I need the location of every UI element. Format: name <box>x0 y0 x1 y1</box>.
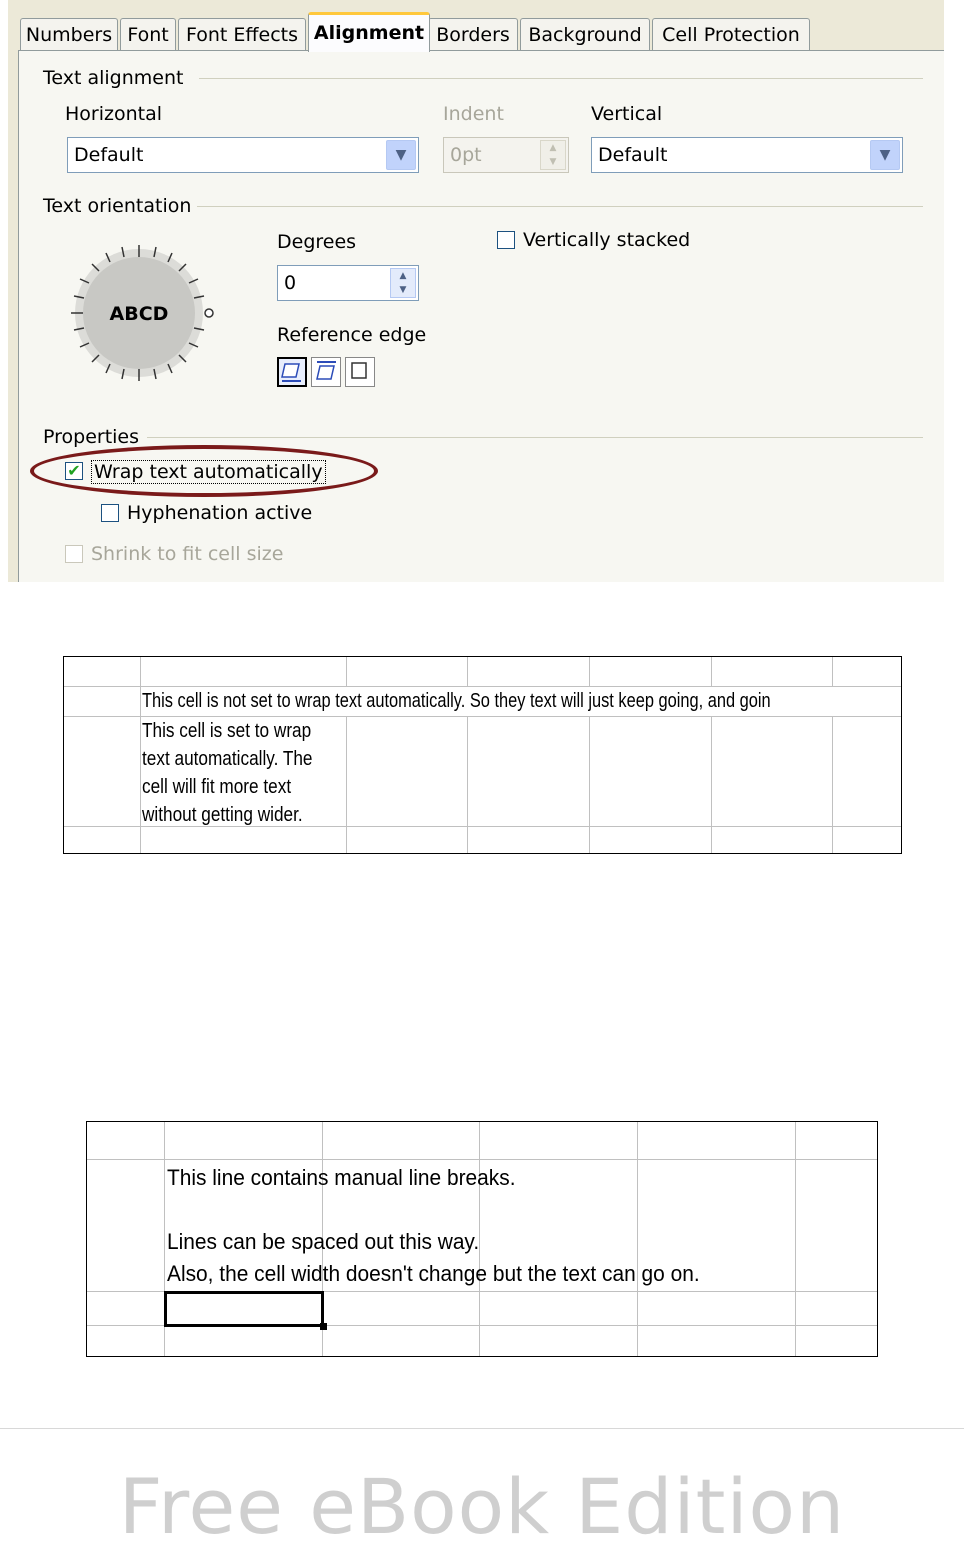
wrapped-line: cell will fit more text <box>142 776 292 798</box>
text-line: Also, the cell width doesn't change but the text can go on. <box>167 1261 700 1286</box>
spin-arrows-icon[interactable]: ▲ ▼ <box>390 268 416 298</box>
wrapped-line: This cell is set to wrap <box>142 720 312 742</box>
free-ebook-watermark: Free eBook Edition <box>118 1462 846 1551</box>
indent-spinner[interactable] <box>443 137 569 173</box>
horizontal-label: Horizontal <box>65 103 163 125</box>
alignment-panel <box>18 50 944 582</box>
wrapped-cell-text <box>142 717 312 829</box>
hyphenation-checkbox[interactable] <box>101 504 119 522</box>
chevron-down-icon[interactable]: ▼ <box>386 140 416 170</box>
tab-font[interactable]: Font <box>120 18 176 50</box>
tab-borders[interactable]: Borders <box>428 18 518 50</box>
fill-handle[interactable] <box>320 1323 327 1330</box>
text-alignment-section-label: Text alignment <box>43 67 184 89</box>
footer-divider <box>0 1428 964 1429</box>
tab-alignment[interactable]: Alignment <box>308 12 430 52</box>
section-divider <box>147 437 923 438</box>
vertically-stacked-label: Vertically stacked <box>523 229 691 251</box>
edge-bottom-icon <box>279 359 305 385</box>
tab-numbers[interactable]: Numbers <box>20 18 118 50</box>
horizontal-select[interactable] <box>67 137 419 173</box>
spreadsheet-wrap-example <box>63 656 902 854</box>
reference-edge-top-button[interactable] <box>311 357 341 387</box>
edge-top-icon <box>312 358 338 384</box>
degrees-label: Degrees <box>277 231 357 253</box>
vertical-select[interactable] <box>591 137 903 173</box>
spreadsheet-manual-breaks-example <box>86 1121 878 1357</box>
spin-arrows-icon[interactable]: ▲ ▼ <box>540 140 566 170</box>
edge-inside-icon <box>346 358 372 384</box>
section-divider <box>199 78 923 79</box>
grid-line <box>795 1122 796 1357</box>
text-line: Lines can be spaced out this way. <box>167 1229 480 1254</box>
indent-value: 0pt <box>450 144 482 166</box>
shrink-to-fit-label: Shrink to fit cell size <box>91 543 284 565</box>
hyphenation-label: Hyphenation active <box>127 502 313 524</box>
tab-font-effects[interactable]: Font Effects <box>178 18 306 50</box>
selected-cell-cursor[interactable] <box>164 1291 324 1327</box>
horizontal-select-value: Default <box>74 144 144 166</box>
tab-cell-protection[interactable]: Cell Protection <box>652 18 810 50</box>
text-line: This line contains manual line breaks. <box>167 1165 516 1190</box>
unwrapped-cell-text: This cell is not set to wrap text automatically. So they text will just keep going, and goin <box>142 687 901 716</box>
wrapped-line: text automatically. The <box>142 748 313 770</box>
chevron-down-icon[interactable]: ▼ <box>870 140 900 170</box>
vertically-stacked-checkbox[interactable] <box>497 231 515 249</box>
properties-section-label: Properties <box>43 426 140 448</box>
reference-edge-label: Reference edge <box>277 324 427 346</box>
text-orientation-section-label: Text orientation <box>43 195 192 217</box>
reference-edge-bottom-button[interactable] <box>277 357 307 387</box>
reference-edge-inside-button[interactable] <box>345 357 375 387</box>
grid-line <box>87 1159 878 1160</box>
dial-label: ABCD <box>109 303 169 325</box>
checkmark-icon: ✔ <box>67 461 81 480</box>
blank-line <box>167 1194 700 1226</box>
manual-break-cell-text <box>167 1162 700 1290</box>
wrap-text-highlight-ellipse <box>30 445 378 497</box>
indent-label: Indent <box>443 103 504 125</box>
vertical-select-value: Default <box>598 144 668 166</box>
vertical-label: Vertical <box>591 103 663 125</box>
shrink-to-fit-checkbox[interactable] <box>65 545 83 563</box>
wrapped-line: without getting wider. <box>142 804 303 826</box>
tab-background[interactable]: Background <box>520 18 650 50</box>
degrees-value: 0 <box>284 272 297 294</box>
degrees-spinner[interactable] <box>277 265 419 301</box>
orientation-dial[interactable] <box>63 243 223 389</box>
section-divider <box>197 206 923 207</box>
wrap-text-label: Wrap text automatically <box>91 460 326 484</box>
